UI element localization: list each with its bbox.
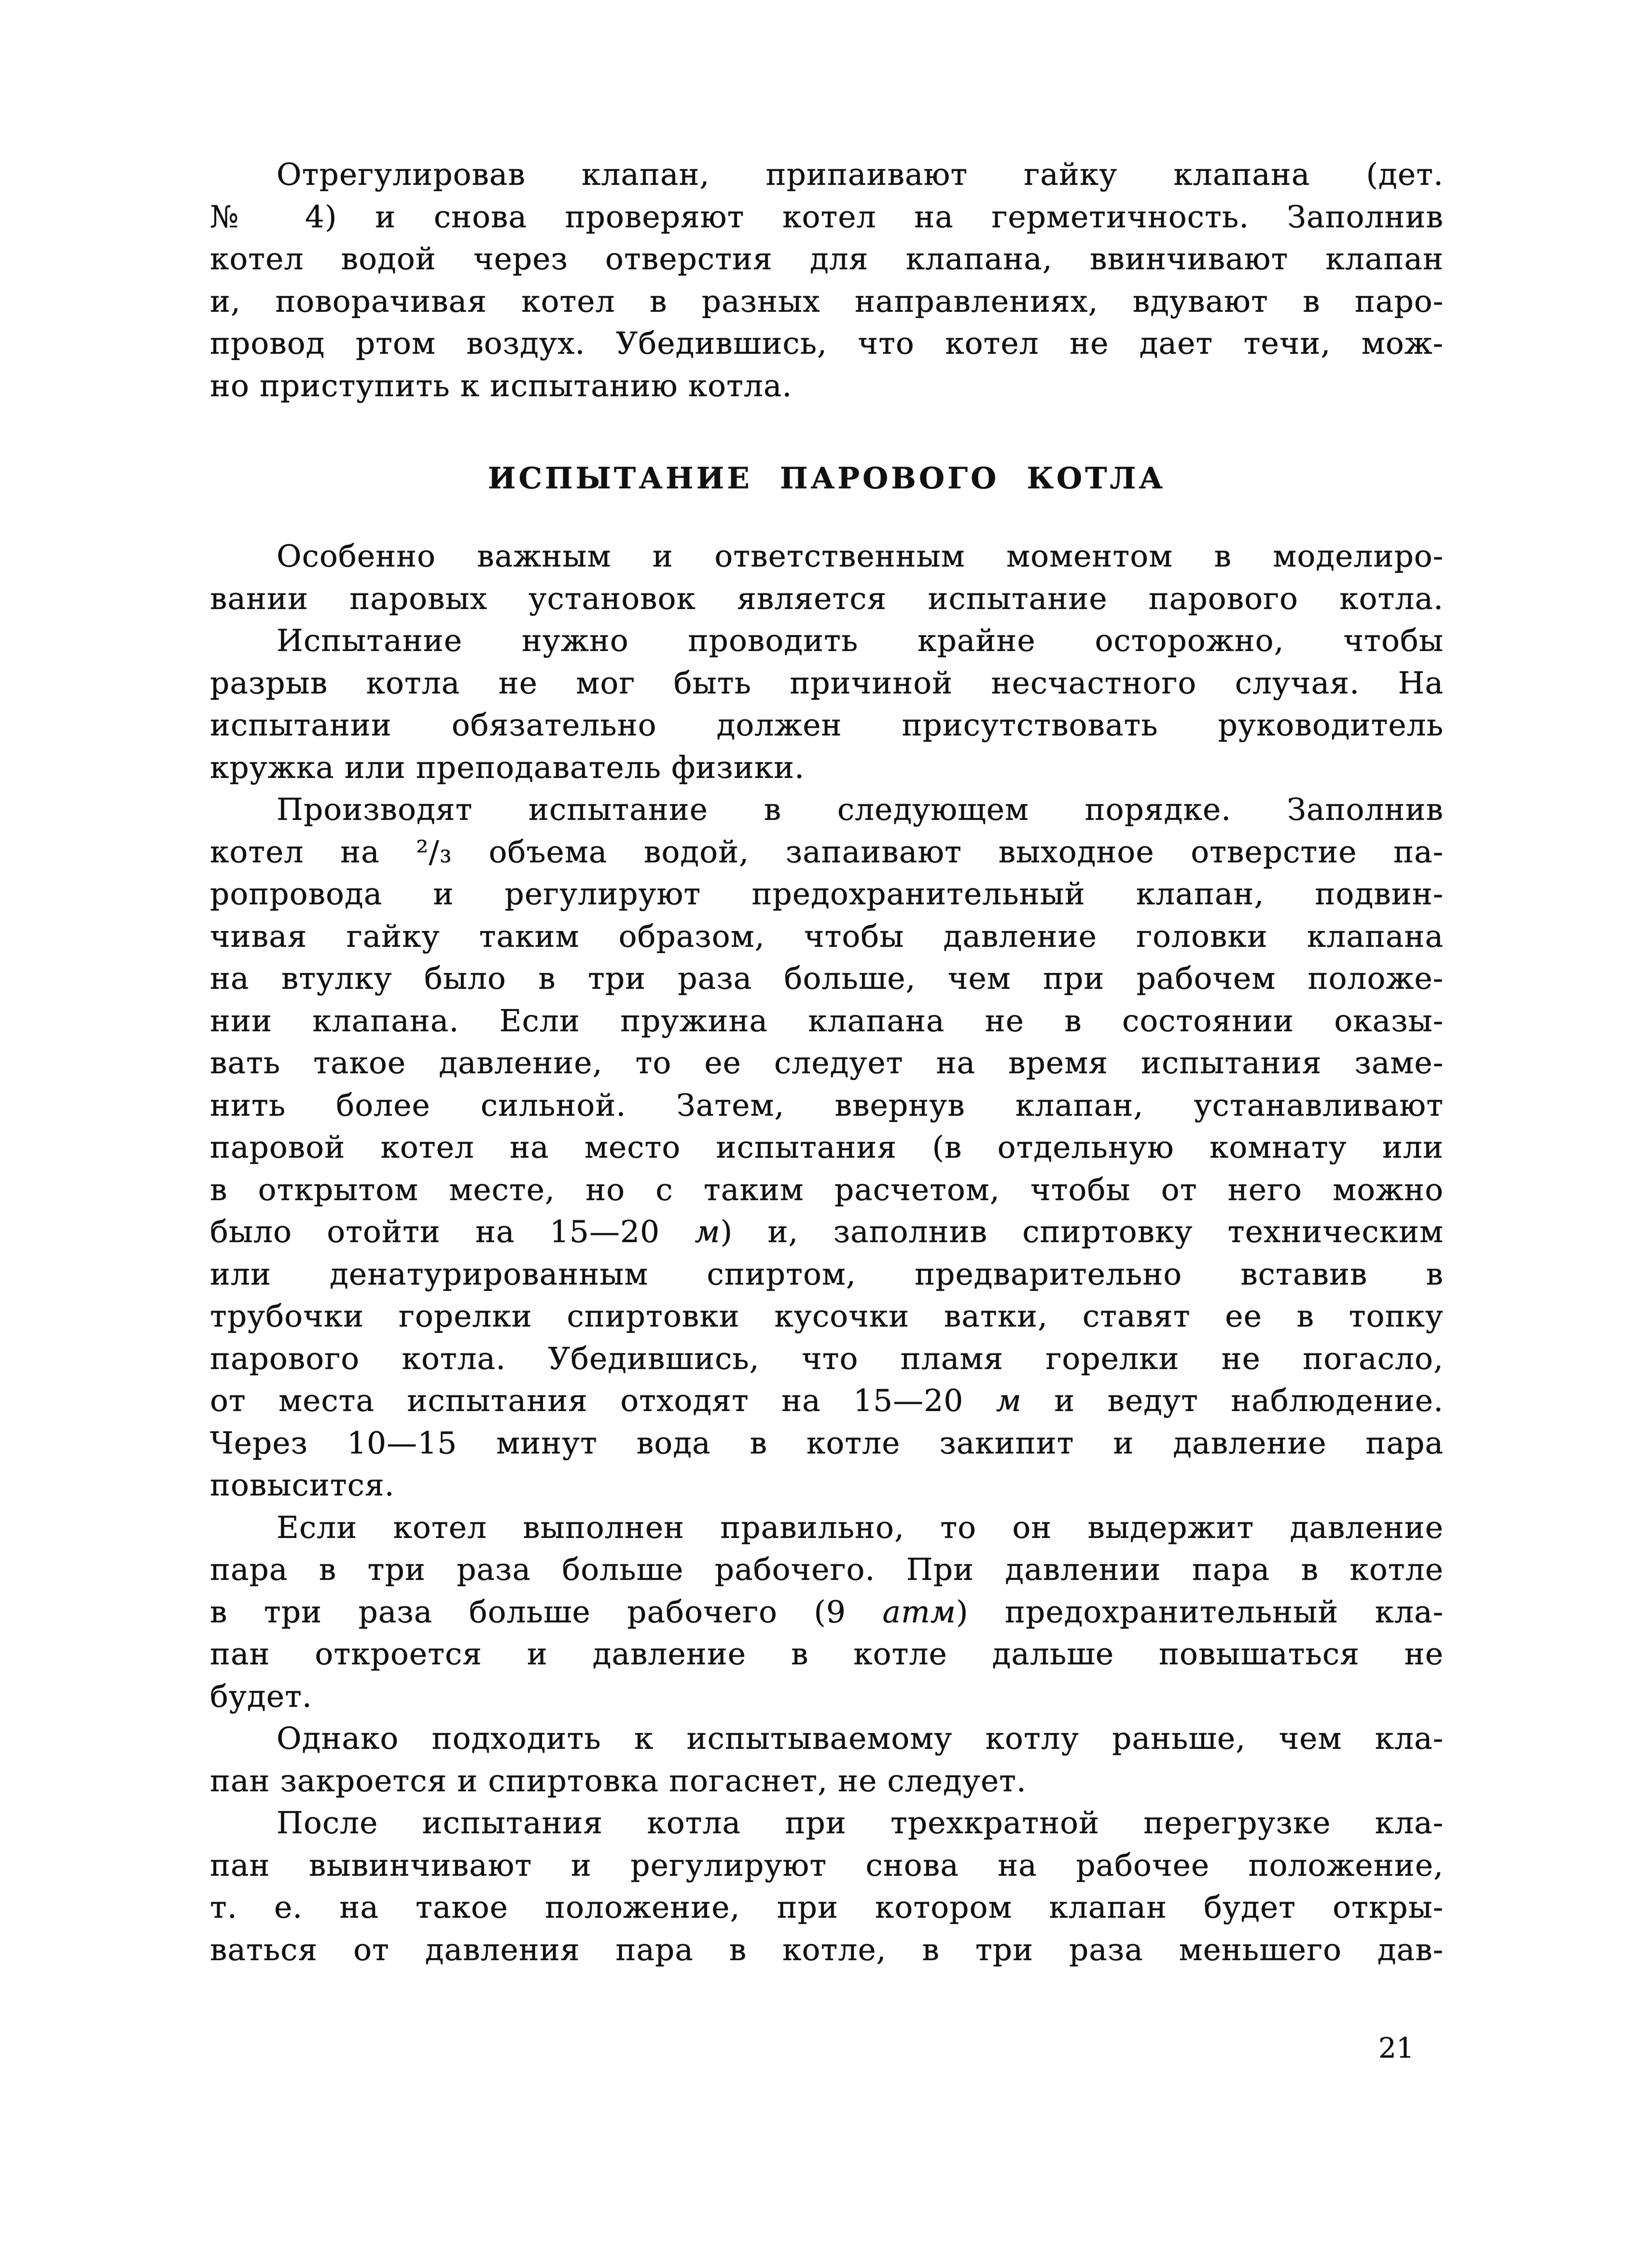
text-column (210, 153, 1444, 1971)
text-line: т. е. на такое положение, при котором клапан будет откры- (210, 1890, 1444, 1925)
text-line: в три раза больше рабочего (9 атм) предохранительный кла- (210, 1594, 1444, 1630)
paragraph-caution (210, 620, 1444, 788)
paragraph-readjust-valve (210, 1802, 1444, 1971)
paragraph-importance (210, 535, 1444, 620)
text-line: будет. (210, 1678, 312, 1714)
text-line: Испытание нужно проводить крайне осторожно, чтобы (277, 623, 1444, 658)
text-line: или денатурированным спиртом, предварительно вставив в (210, 1256, 1444, 1292)
text-line: Если котел выполнен правильно, то он выдержит давление (277, 1509, 1444, 1545)
text-line: чивая гайку таким образом, чтобы давление головки клапана (210, 918, 1444, 954)
text-line: и, поворачивая котел в разных направлениях, вдувают в паро- (210, 283, 1444, 319)
text-line: кружка или преподаватель физики. (210, 749, 805, 785)
text-line: нии клапана. Если пружина клапана не в состоянии оказы- (210, 1003, 1444, 1038)
text-line: ваться от давления пара в котле, в три раза меньшего дав- (210, 1932, 1444, 1967)
text-line: парового котла. Убедившись, что пламя горелки не погасло, (210, 1341, 1444, 1376)
text-line: пан откроется и давление в котле дальше повышаться не (210, 1636, 1444, 1672)
paragraph-do-not-approach (210, 1717, 1444, 1802)
text-line: трубочки горелки спиртовки кусочки ватки, ставят ее в топку (210, 1299, 1444, 1334)
text-line: Отрегулировав клапан, припаивают гайку клапана (дет. (277, 157, 1444, 192)
text-line: провод ртом воздух. Убедившись, что котел не дает течи, мож- (210, 326, 1444, 361)
text-line: пан вывинчивают и регулируют снова на рабочее положение, (210, 1847, 1444, 1883)
text-line: пан закроется и спиртовка погаснет, не следует. (210, 1763, 1027, 1798)
page-number: 21 (1378, 2032, 1414, 2064)
text-line: котел на ²/₃ объема водой, запаивают выходное отверстие па- (210, 834, 1444, 870)
text-line: котел водой через отверстия для клапана, ввинчивают клапан (210, 241, 1444, 277)
text-line: вании паровых установок является испытание парового котла. (210, 581, 1444, 616)
paragraph-valve-soldering (210, 153, 1444, 407)
text-line: разрыв котла не мог быть причиной несчастного случая. На (210, 665, 1444, 701)
text-line: было отойти на 15—20 м) и, заполнив спиртовку техническим (210, 1214, 1444, 1249)
paragraph-pressure-result (210, 1507, 1444, 1718)
text-line: паровой котел на место испытания (в отдельную комнату или (210, 1130, 1444, 1165)
text-line: вать такое давление, то ее следует на время испытания заме- (210, 1045, 1444, 1080)
text-line: но приступить к испытанию котла. (210, 368, 793, 403)
section-heading: ИСПЫТАНИЕ ПАРОВОГО КОТЛА (487, 461, 1166, 496)
text-line: в открытом месте, но с таким расчетом, чтобы от него можно (210, 1172, 1444, 1207)
text-line: на втулку было в три раза больше, чем при рабочем положе- (210, 961, 1444, 996)
text-line: пара в три раза больше рабочего. При давлении пара в котле (210, 1552, 1444, 1587)
text-line: от места испытания отходят на 15—20 м и ведут наблюдение. (210, 1383, 1444, 1418)
text-line: ропровода и регулируют предохранительный клапан, подвин- (210, 876, 1444, 912)
text-line: После испытания котла при трехкратной перегрузке кла- (277, 1805, 1444, 1840)
text-line: Производят испытание в следующем порядке. Заполнив (277, 792, 1444, 827)
text-line: № 4) и снова проверяют котел на герметичность. Заполнив (210, 199, 1444, 235)
text-line: Особенно важным и ответственным моментом в моделиро- (277, 539, 1444, 574)
text-line: повысится. (210, 1467, 395, 1503)
text-line: испытании обязательно должен присутствовать руководитель (210, 707, 1444, 743)
text-line: нить более сильной. Затем, ввернув клапан, устанавливают (210, 1087, 1444, 1123)
paragraph-test-procedure (210, 788, 1444, 1507)
text-line: Через 10—15 минут вода в котле закипит и давление пара (210, 1425, 1444, 1461)
text-line: Однако подходить к испытываемому котлу раньше, чем кла- (277, 1721, 1444, 1756)
